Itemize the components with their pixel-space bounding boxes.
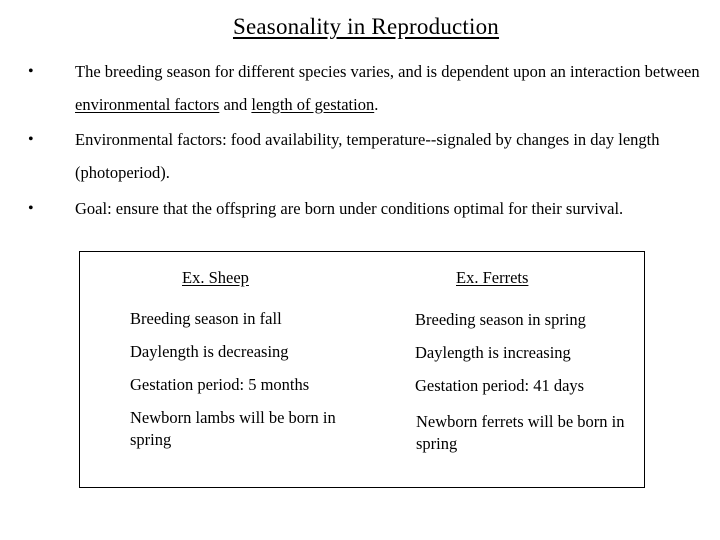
bullet-text-breeding-season bbox=[75, 55, 705, 121]
ferrets-row-daylength: Daylength is increasing bbox=[415, 343, 571, 362]
bullet-marker: • bbox=[28, 200, 34, 217]
bullet-text-part: The breeding season for different species varies, and is dependent upon an interaction between bbox=[75, 62, 700, 81]
bullet-marker: • bbox=[28, 63, 34, 80]
ferrets-row-newborn: Newborn ferrets will be born in spring bbox=[416, 412, 625, 453]
sheep-heading: Ex. Sheep bbox=[182, 268, 249, 287]
underlined-term-environmental-factors: environmental factors bbox=[75, 95, 220, 114]
underlined-term-length-of-gestation: length of gestation bbox=[251, 95, 375, 114]
sheep-row-breeding: Breeding season in fall bbox=[130, 309, 282, 328]
page-title: Seasonality in Reproduction bbox=[232, 14, 500, 39]
comparison-box bbox=[79, 251, 645, 488]
sheep-row-daylength: Daylength is decreasing bbox=[130, 342, 289, 361]
ferrets-row-gestation: Gestation period: 41 days bbox=[415, 376, 585, 395]
bullet-text-environmental-factors: Environmental factors: food availability, temperature--signaled by changes in day length (photoperiod). bbox=[75, 130, 660, 182]
bullet-text-part: . bbox=[374, 95, 379, 114]
bullet-text-part: and bbox=[219, 95, 252, 114]
bullet-marker: • bbox=[28, 131, 34, 148]
sheep-row-newborn: Newborn lambs will be born in spring bbox=[130, 408, 336, 449]
sheep-row-gestation: Gestation period: 5 months bbox=[130, 375, 310, 394]
bullet-text-goal: Goal: ensure that the offspring are born under conditions optimal for their survival. bbox=[75, 199, 624, 218]
ferrets-heading: Ex. Ferrets bbox=[456, 268, 529, 287]
ferrets-row-breeding: Breeding season in spring bbox=[415, 310, 586, 329]
